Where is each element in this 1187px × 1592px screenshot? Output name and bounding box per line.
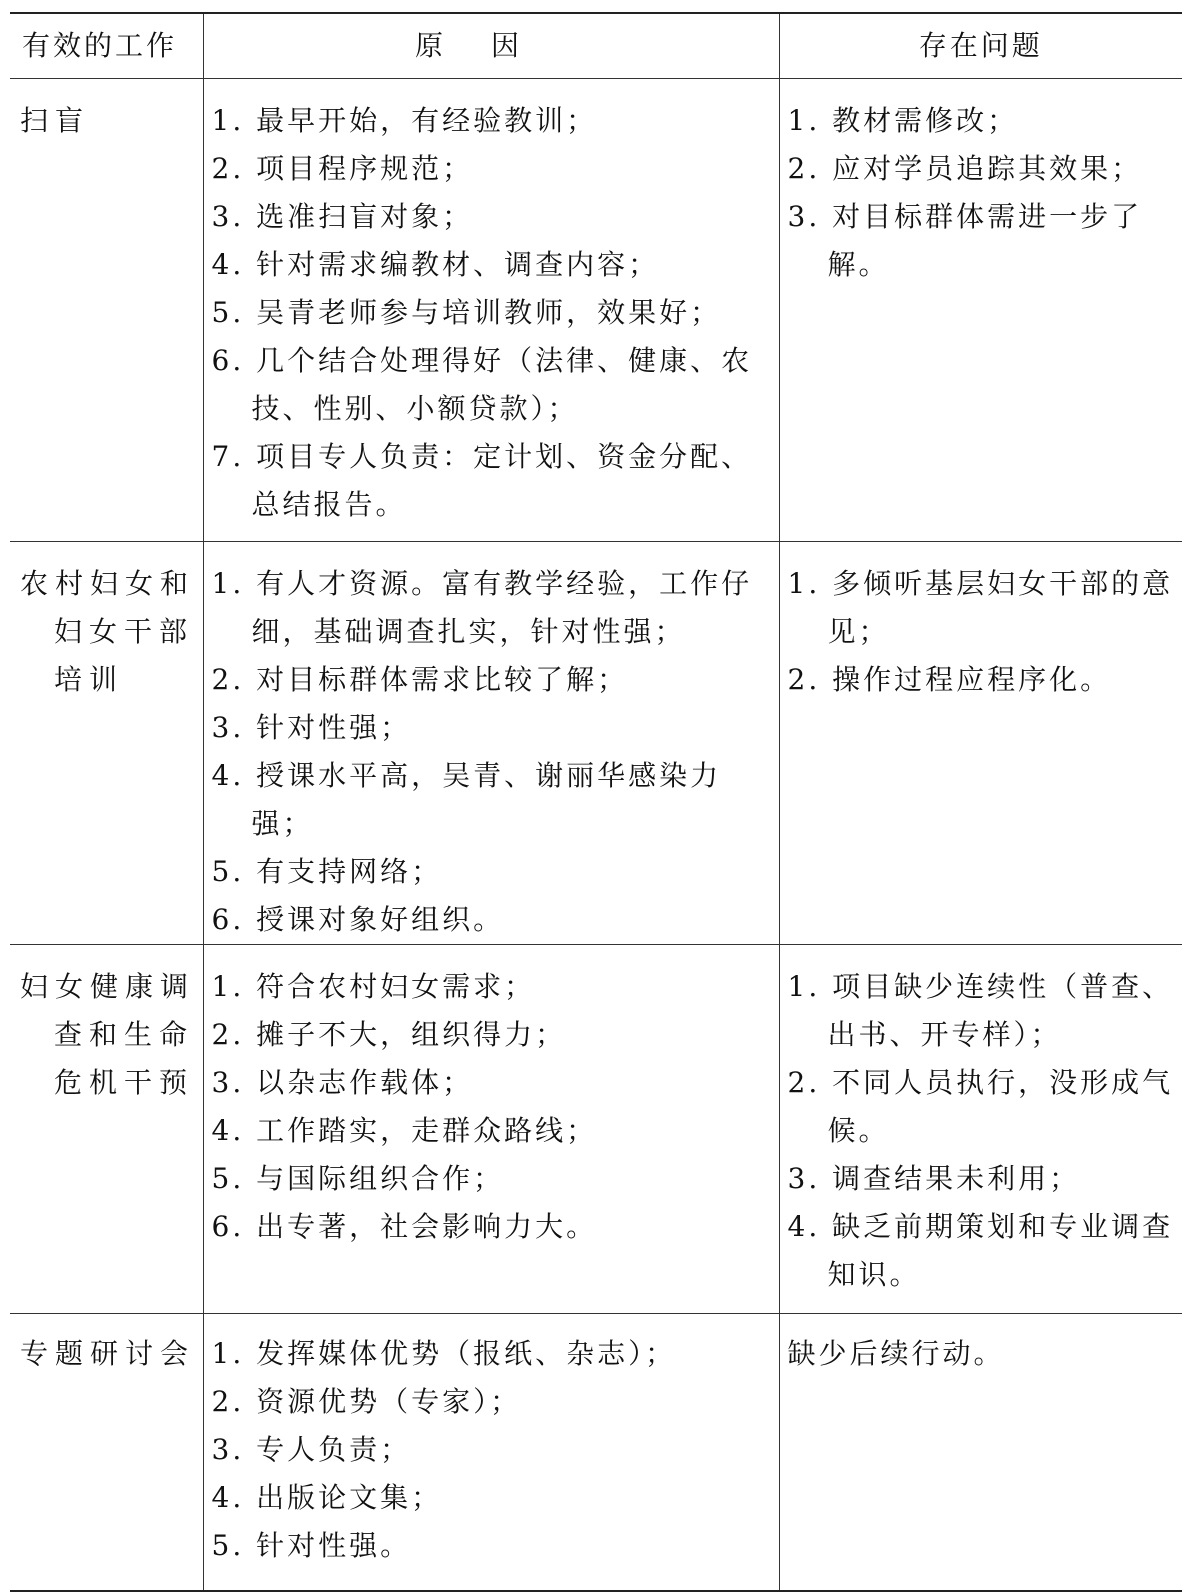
issue-item: 3. 对目标群体需进一步了解。 [787,200,1143,281]
table-row [10,542,1182,945]
issue-item: 2. 操作过程应程序化。 [787,663,1112,696]
reason-item: 1. 有人才资源。富有教学经验，工作仔细，基础调查扎实，针对性强； [211,567,753,648]
table-row [10,79,1182,542]
reason-item: 2. 项目程序规范； [211,152,474,185]
work-line: 专题研讨会 [20,1337,196,1370]
issue-item: 2. 应对学员追踪其效果； [787,152,1143,185]
reason-item: 5. 与国际组织合作； [211,1162,505,1195]
issue-item: 缺少后续行动。 [787,1337,1005,1370]
work-cell [10,945,203,1314]
header-reason: 原因 [203,13,779,79]
reason-item: 2. 对目标群体需求比较了解； [211,663,629,696]
issue-item: 1. 多倾听基层妇女干部的意见； [787,567,1174,648]
work-line: 妇女健康调 [20,970,196,1003]
reason-item: 6. 出专著，社会影响力大。 [211,1210,598,1243]
work-cell [10,1314,203,1592]
issue-cell [779,1314,1182,1592]
reason-item: 4. 出版论文集； [211,1481,443,1514]
work-cell [10,542,203,945]
reason-item: 6. 授课对象好组织。 [211,903,505,936]
issue-item: 3. 调查结果未利用； [787,1162,1081,1195]
issue-cell [779,79,1182,542]
reason-item: 7. 项目专人负责：定计划、资金分配、总结报告。 [211,440,753,521]
work-cell [10,79,203,542]
work-line: 查和生命 [54,1018,195,1051]
evaluation-table [10,12,1182,1592]
reason-item: 5. 有支持网络； [211,855,443,888]
issue-item: 2. 不同人员执行，没形成气候。 [787,1066,1174,1147]
reason-item: 4. 工作踏实，走群众路线； [211,1114,598,1147]
work-line: 培训 [54,663,125,696]
issue-cell [779,945,1182,1314]
work-line: 妇女干部 [54,615,195,648]
reason-cell [203,945,779,1314]
reason-item: 4. 针对需求编教材、调查内容； [211,248,660,281]
issue-item: 1. 项目缺少连续性（普查、出书、开专样）； [787,970,1174,1051]
reason-cell [203,542,779,945]
reason-item: 3. 选准扫盲对象； [211,200,474,233]
issue-cell [779,542,1182,945]
reason-cell [203,1314,779,1592]
reason-cell [203,79,779,542]
issue-item: 4. 缺乏前期策划和专业调查知识。 [787,1210,1174,1291]
work-line: 扫盲 [20,104,91,137]
reason-item: 6. 几个结合处理得好（法律、健康、农技、性别、小额贷款）； [211,344,753,425]
reason-item: 5. 吴青老师参与培训教师，效果好； [211,296,722,329]
reason-item: 2. 摊子不大，组织得力； [211,1018,567,1051]
reason-item: 1. 最早开始，有经验教训； [211,104,598,137]
header-work: 有效的工作 [10,13,203,79]
reason-item: 1. 符合农村妇女需求； [211,970,536,1003]
table-row [10,945,1182,1314]
reason-item: 3. 专人负责； [211,1433,412,1466]
work-line: 危机干预 [54,1066,195,1099]
reason-item: 3. 针对性强； [211,711,412,744]
reason-item: 1. 发挥媒体优势（报纸、杂志）； [211,1337,677,1370]
work-line: 农村妇女和 [20,567,196,600]
header-issues: 存在问题 [779,13,1182,79]
issue-item: 1. 教材需修改； [787,104,1019,137]
header-row [10,13,1182,79]
table-row [10,1314,1182,1592]
reason-item: 2. 资源优势（专家）； [211,1385,522,1418]
reason-item: 4. 授课水平高，吴青、谢丽华感染力强； [211,759,722,840]
reason-item: 3. 以杂志作载体； [211,1066,474,1099]
reason-item: 5. 针对性强。 [211,1529,412,1562]
